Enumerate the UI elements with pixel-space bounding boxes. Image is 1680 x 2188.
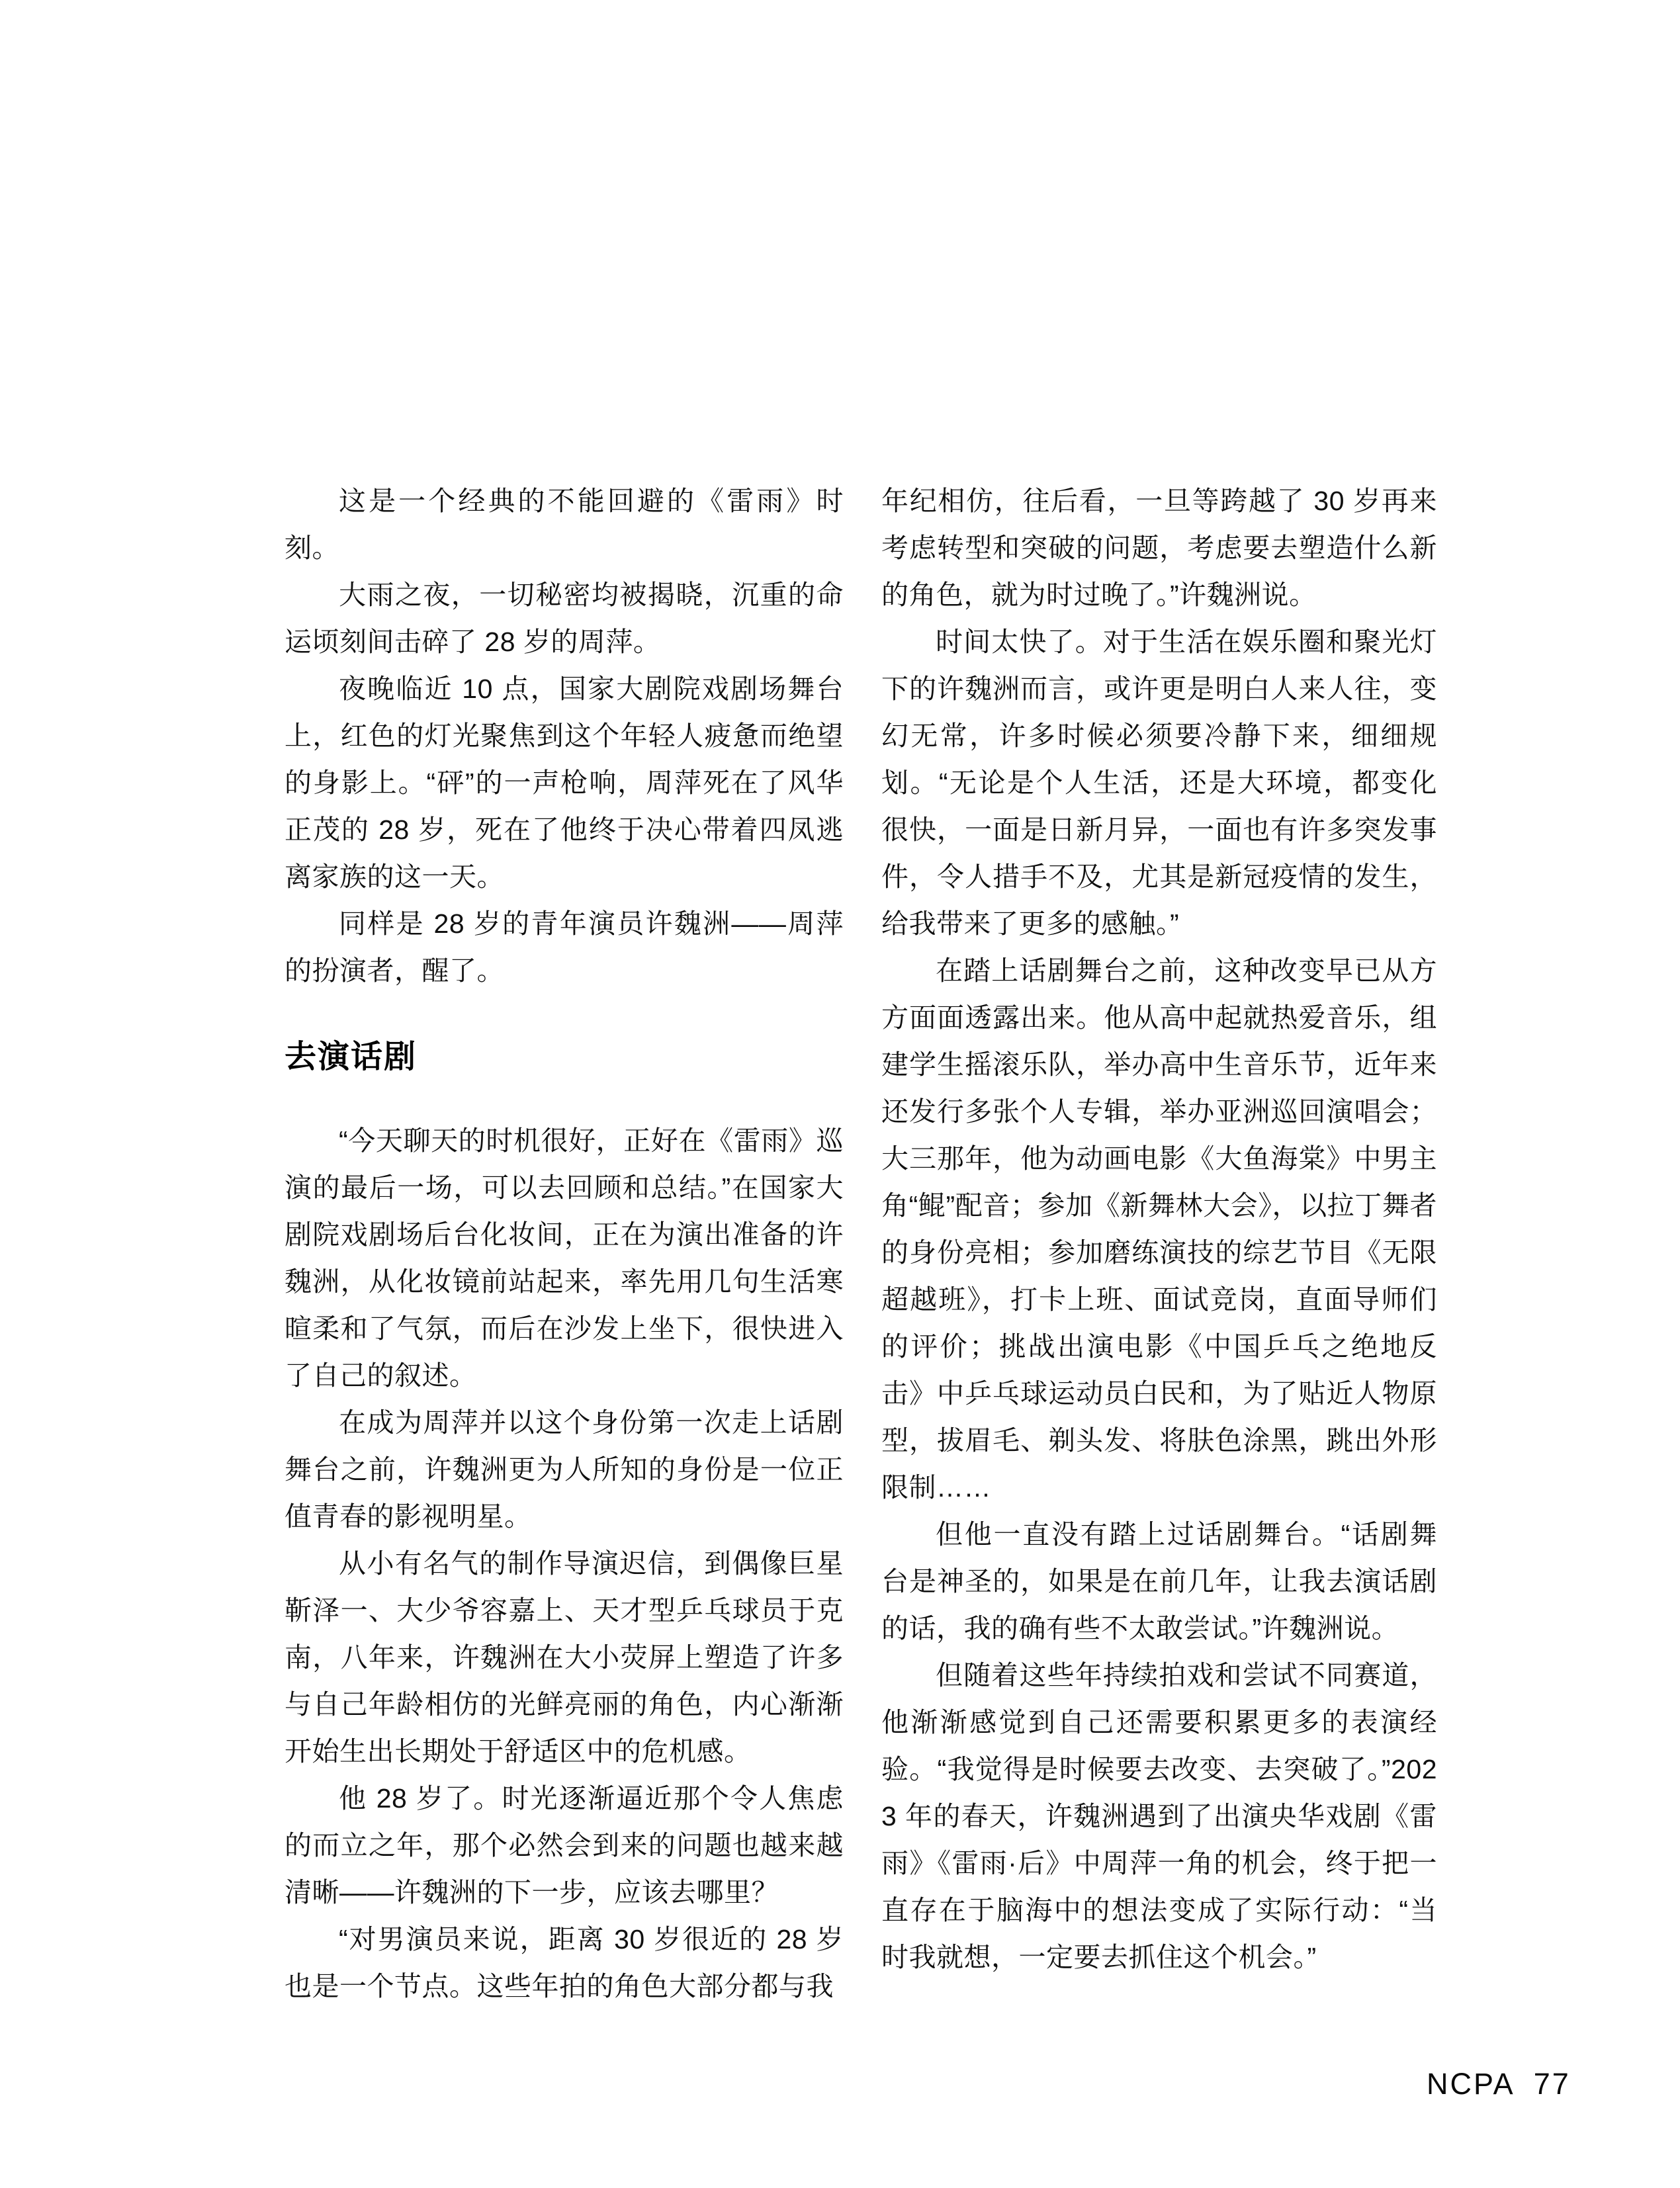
paragraph-continuation: 年纪相仿，往后看，一旦等跨越了 30 岁再来考虑转型和突破的问题，考虑要去塑造什么新的角色，就为时过晚了。”许魏洲说。 — [881, 486, 1437, 610]
paragraph: 他 28 岁了。时光逐渐逼近那个令人焦虑的而立之年，那个必然会到来的问题也越来越清晰——许魏洲的下一步，应该去哪里？ — [285, 1783, 844, 1907]
paragraph: “对男演员来说，距离 30 岁很近的 28 岁也是一个节点。这些年拍的角色大部分都与我 — [285, 1924, 844, 2001]
paragraph: “今天聊天的时机很好，正好在《雷雨》巡演的最后一场，可以去回顾和总结。”在国家大剧院戏剧场后台化妆间，正在为演出准备的许魏洲，从化妆镜前站起来，率先用几句生活寒暄柔和了气氛，而后在沙发上坐下，很快进入了自己的叙述。 — [285, 1125, 844, 1391]
magazine-brand: NCPA — [1427, 2067, 1515, 2101]
paragraph: 在成为周萍并以这个身份第一次走上话剧舞台之前，许魏洲更为人所知的身份是一位正值青春的影视明星。 — [285, 1407, 844, 1532]
left-column — [285, 478, 844, 2010]
paragraph: 夜晚临近 10 点，国家大剧院戏剧场舞台上，红色的灯光聚焦到这个年轻人疲惫而绝望的身影上。“砰”的一声枪响，周萍死在了风华正茂的 28 岁，死在了他终于决心带着四凤逃离家族的这一天。 — [285, 674, 844, 892]
section-heading: 去演话剧 — [285, 1039, 418, 1074]
paragraph: 在踏上话剧舞台之前，这种改变早已从方方面面透露出来。他从高中起就热爱音乐，组建学生摇滚乐队，举办高中生音乐节，近年来还发行多张个人专辑，举办亚洲巡回演唱会；大三那年，他为动画电影《大鱼海棠》中男主角“鲲”配音；参加《新舞林大会》，以拉丁舞者的身份亮相；参加磨练演技的综艺节目《无限超越班》，打卡上班、面试竞岗，直面导师们的评价；挑战出演电影《中国乒乓之绝地反击》中乒乓球运动员白民和，为了贴近人物原型，拔眉毛、剃头发、将肤色涂黑，跳出外形限制…… — [881, 955, 1437, 1503]
paragraph: 大雨之夜，一切秘密均被揭晓，沉重的命运顷刻间击碎了 28 岁的周萍。 — [285, 580, 844, 657]
paragraph: 从小有名气的制作导演迟信，到偶像巨星靳泽一、大少爷容嘉上、天才型乒乓球员于克南，八年来，许魏洲在大小荧屏上塑造了许多与自己年龄相仿的光鲜亮丽的角色，内心渐渐开始生出长期处于舒适区中的危机感。 — [285, 1548, 844, 1767]
paragraph: 但他一直没有踏上过话剧舞台。“话剧舞台是神圣的，如果是在前几年，让我去演话剧的话，我的确有些不太敢尝试。”许魏洲说。 — [881, 1519, 1437, 1643]
paragraph: 但随着这些年持续拍戏和尝试不同赛道，他渐渐感觉到自己还需要积累更多的表演经验。“我觉得是时候要去改变、去突破了。”2023 年的春天，许魏洲遇到了出演央华戏剧《雷雨》《雷雨·后》中周萍一角的机会，终于把一直存在于脑海中的想法变成了实际行动：“当时我就想，一定要去抓住这个机会。” — [881, 1660, 1437, 1972]
paragraph: 这是一个经典的不能回避的《雷雨》时刻。 — [285, 486, 844, 563]
right-column — [881, 478, 1437, 1981]
paragraph: 时间太快了。对于生活在娱乐圈和聚光灯下的许魏洲而言，或许更是明白人来人往，变幻无常，许多时候必须要冷静下来，细细规划。“无论是个人生活，还是大环境，都变化很快，一面是日新月异，一面也有许多突发事件，令人措手不及，尤其是新冠疫情的发生，给我带来了更多的感触。” — [881, 627, 1437, 939]
page-number: 77 — [1533, 2067, 1571, 2101]
page-footer — [1427, 2068, 1571, 2100]
paragraph: 同样是 28 岁的青年演员许魏洲——周萍的扮演者，醒了。 — [285, 908, 844, 986]
